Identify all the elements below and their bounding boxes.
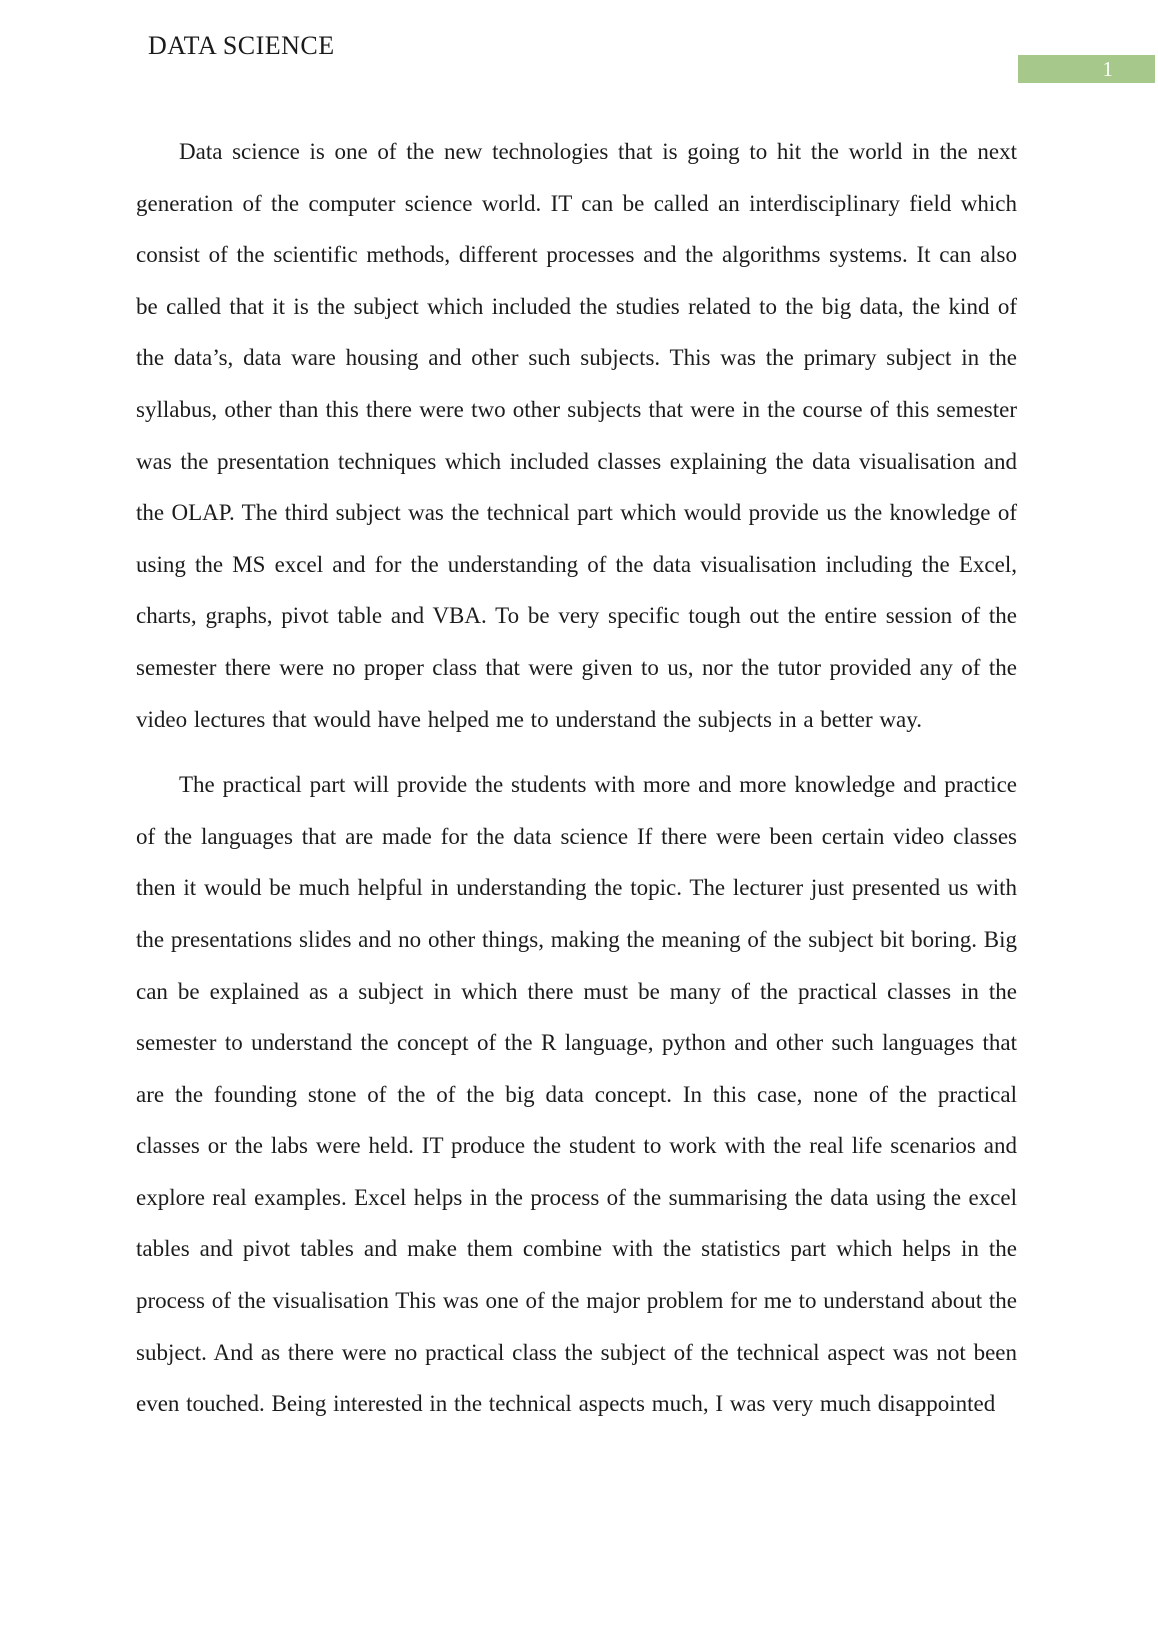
page-header-title: DATA SCIENCE — [148, 31, 335, 60]
page-number-badge: 1 — [1018, 55, 1155, 83]
paragraph: The practical part will provide the students with more and more knowledge and practice of the languages that are made for the data science If there were been certain video classes then it would be much helpful in understanding the topic. The lecturer just presented us with the presentations slides and no other things, making the meaning of the subject bit boring. Big can be explained as a subject in which there must be many of the practical classes in the semester to understand the concept of the R language, python and other such languages that are the founding stone of the of the big data concept. In this case, none of the practical classes or the labs were held. IT produce the student to work with the real life scenarios and explore real examples. Excel helps in the process of the summarising the data using the excel tables and pivot tables and make them combine with the statistics part which helps in the process of the visualisation This was one of the major problem for me to understand about the subject. And as there were no practical class the subject of the technical aspect was not been even touched. Being interested in the technical aspects much, I was very much disappointed — [136, 772, 1017, 1417]
document-body — [136, 126, 1017, 1444]
paragraph: Data science is one of the new technologies that is going to hit the world in the next generation of the computer science world. IT can be called an interdisciplinary field which consist of the scientific methods, different processes and the algorithms systems. It can also be called that it is the subject which included the studies related to the big data, the kind of the data’s, data ware housing and other such subjects. This was the primary subject in the syllabus, other than this there were two other subjects that were in the course of this semester was the presentation techniques which included classes explaining the data visualisation and the OLAP. The third subject was the technical part which would provide us the knowledge of using the MS excel and for the understanding of the data visualisation including the Excel, charts, graphs, pivot table and VBA. To be very specific tough out the entire session of the semester there were no proper class that were given to us, nor the tutor provided any of the video lectures that would have helped me to understand the subjects in a better way. — [136, 139, 1017, 732]
